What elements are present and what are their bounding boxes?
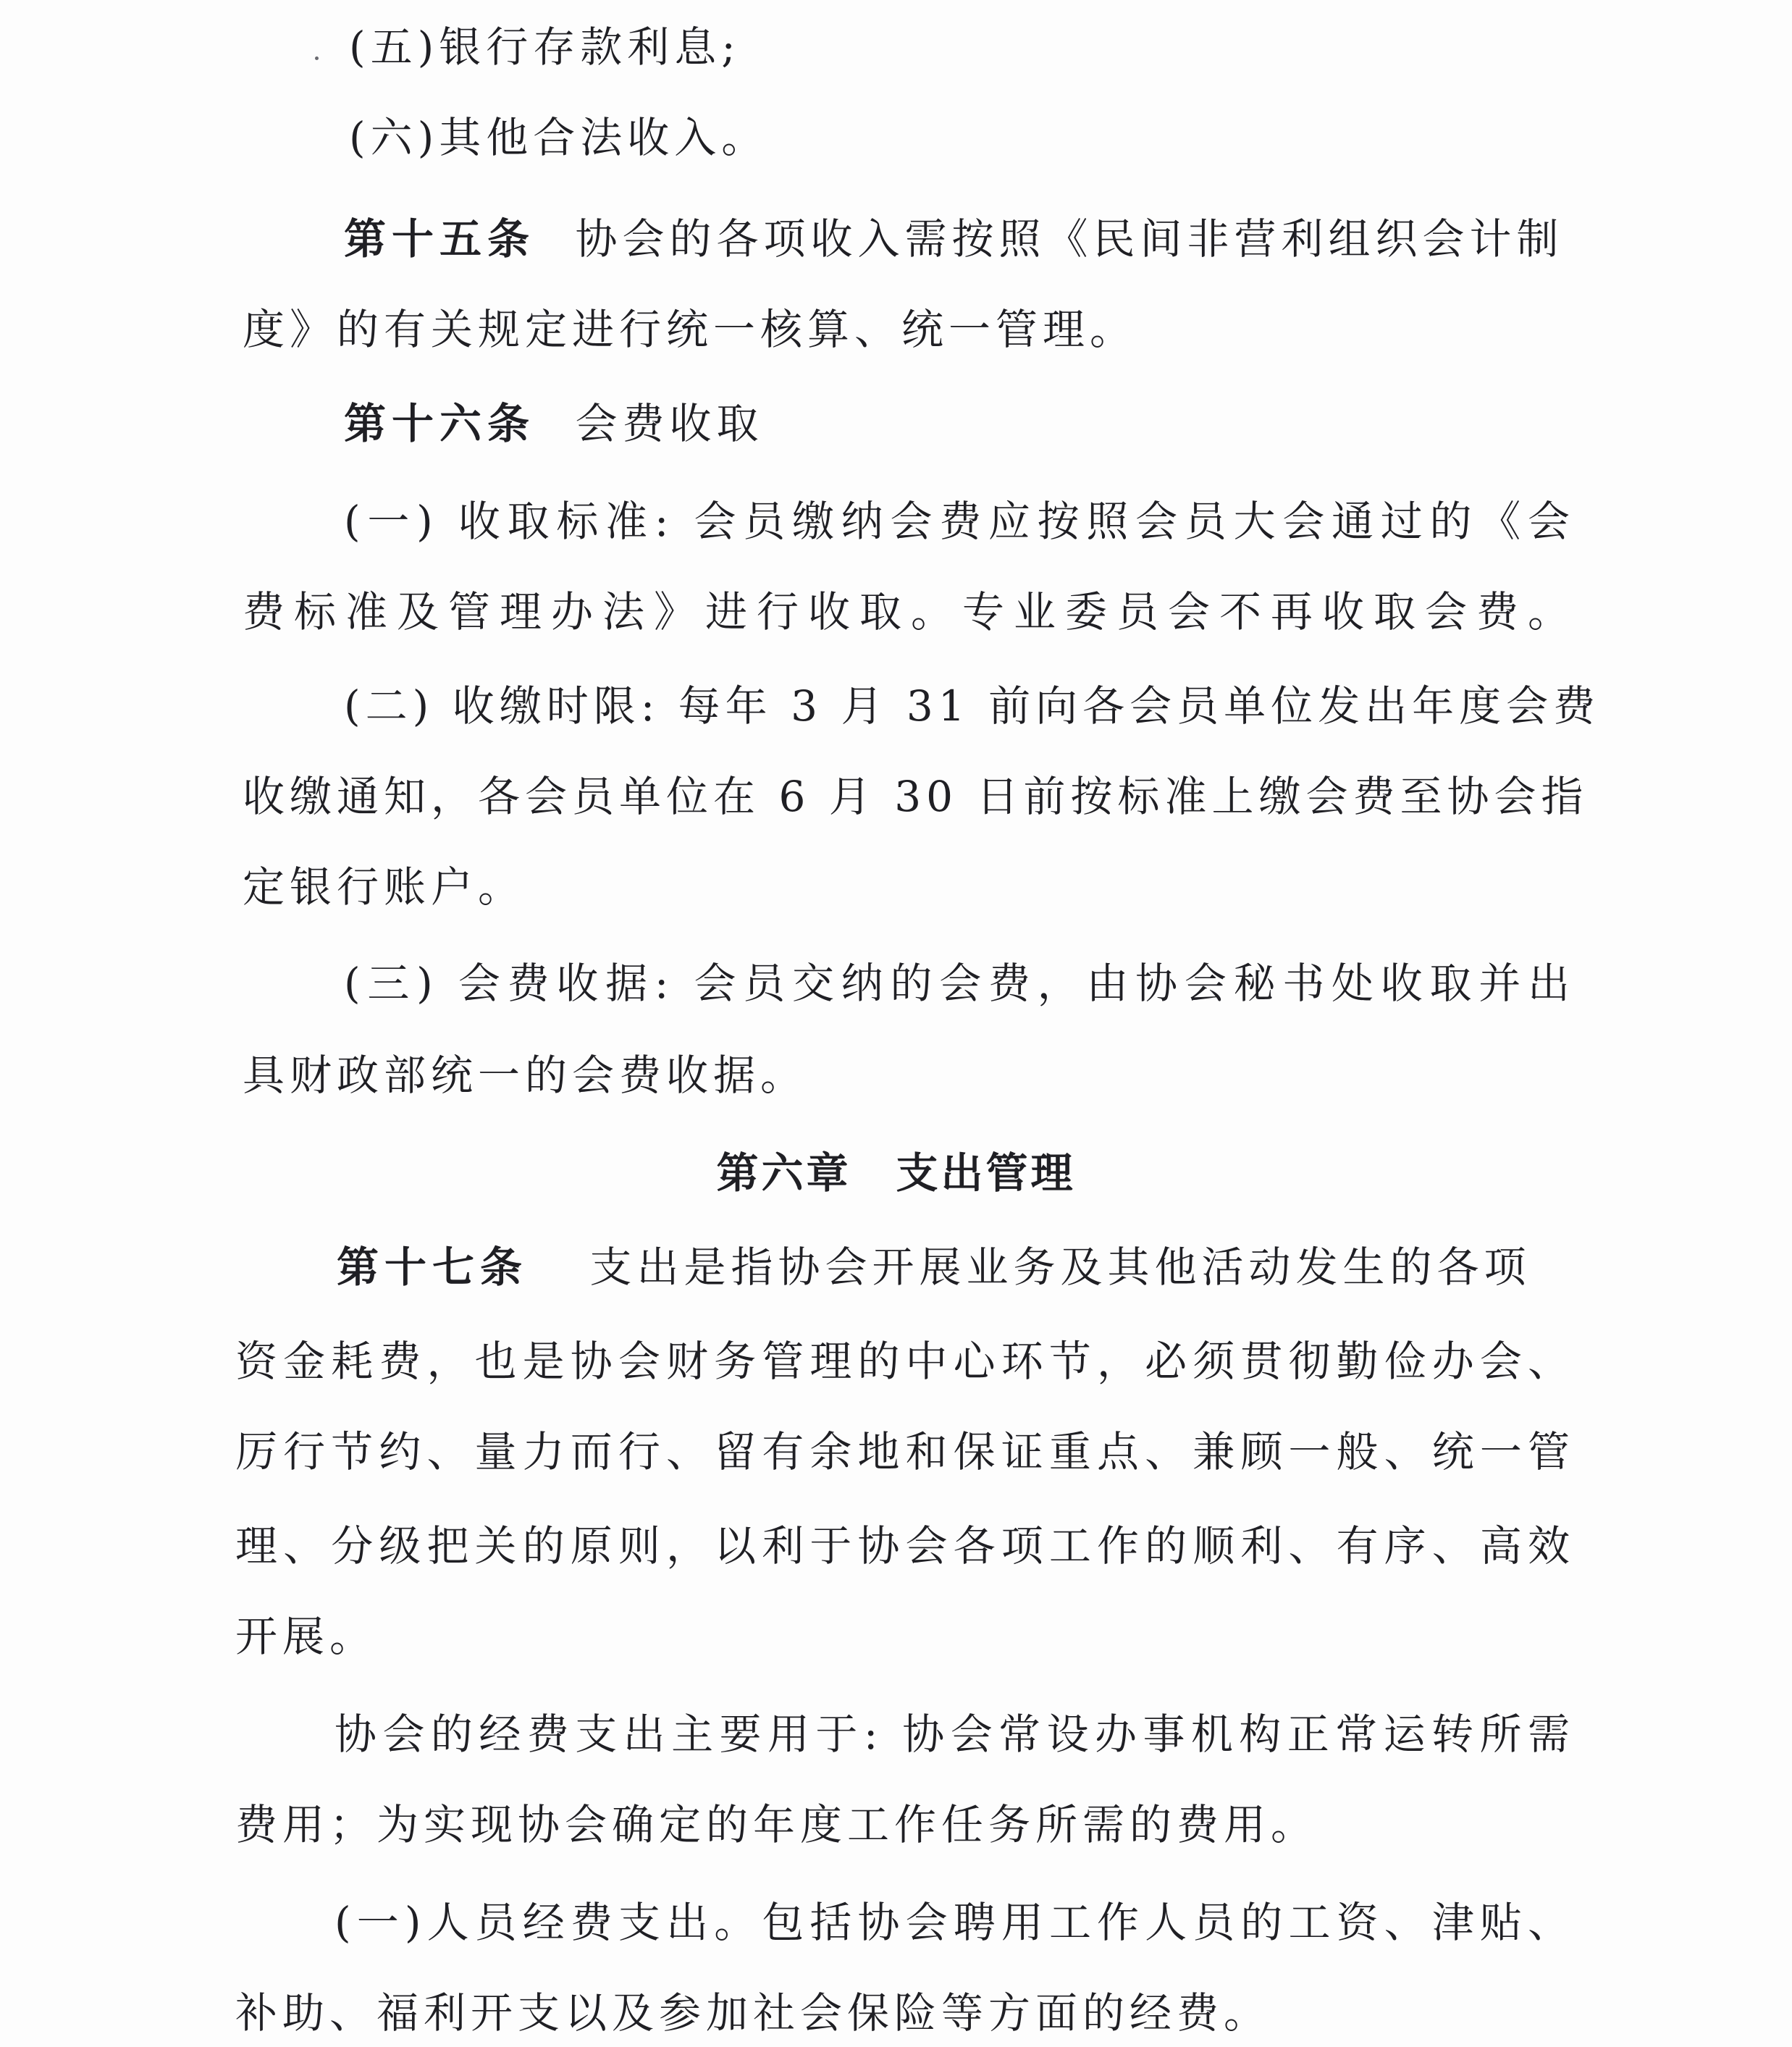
article-17-line-2: 资金耗费，也是协会财务管理的中心环节，必须贯彻勤俭办会、 xyxy=(235,1337,1575,1386)
article-16-item-3-line-1: (三) 会费收据: 会员交纳的会费，由协会秘书处收取并出 xyxy=(344,959,1575,1008)
article-16-item-1-line-2: 费标准及管理办法》进行收取。专业委员会不再收取会费。 xyxy=(243,587,1575,636)
article-17-line-4: 理、分级把关的原则，以利于协会各项工作的顺利、有序、高效 xyxy=(235,1521,1575,1571)
scan-speck xyxy=(315,56,319,60)
article-16-label: 第十六条 xyxy=(344,399,536,448)
chapter-6-heading: 第六章 支出管理 xyxy=(716,1148,1076,1198)
article-16-item-2-line-1: (二) 收缴时限: 每年 3 月 31 前向各会员单位发出年度会费 xyxy=(344,681,1601,731)
article-16-item-1-line-1: (一) 收取标准: 会员缴纳会费应按照会员大会通过的《会 xyxy=(344,497,1575,546)
article-16-item-2-line-3: 定银行账户。 xyxy=(243,862,526,912)
expense-paragraph-line-2: 费用；为实现协会确定的年度工作任务所需的费用。 xyxy=(235,1800,1318,1849)
personnel-item-line-2: 补助、福利开支以及参加社会保险等方面的经费。 xyxy=(235,1988,1271,2038)
article-16-item-2-line-2: 收缴通知，各会员单位在 6 月 30 日前按标准上缴会费至协会指 xyxy=(243,772,1589,821)
article-17-line-3: 厉行节约、量力而行、留有余地和保证重点、兼顾一般、统一管 xyxy=(235,1427,1575,1476)
article-16-item-3-line-2: 具财政部统一的会费收据。 xyxy=(243,1051,808,1100)
article-16-title: 会费收取 xyxy=(575,399,764,448)
article-17-first-line xyxy=(337,1238,1575,1296)
article-15-text: 协会的各项收入需按照《民间非营利组织会计制 xyxy=(575,214,1564,264)
article-17-label: 第十七条 xyxy=(337,1243,529,1292)
article-15-first-line xyxy=(344,210,1575,268)
article-16-heading xyxy=(344,395,1575,453)
article-15-label: 第十五条 xyxy=(344,214,536,264)
expense-paragraph-line-1: 协会的经费支出主要用于: 协会常设办事机构正常运转所需 xyxy=(335,1710,1575,1759)
article-17-text: 支出是指协会开展业务及其他活动发生的各项 xyxy=(589,1243,1531,1292)
list-item-5: (五)银行存款利息; xyxy=(349,22,741,72)
list-item-6: (六)其他合法收入。 xyxy=(349,113,769,162)
article-17-line-5: 开展。 xyxy=(235,1612,377,1661)
personnel-item-line-1: (一)人员经费支出。包括协会聘用工作人员的工资、津贴、 xyxy=(335,1898,1575,1947)
article-15-line-2: 度》的有关规定进行统一核算、统一管理。 xyxy=(243,305,1137,354)
